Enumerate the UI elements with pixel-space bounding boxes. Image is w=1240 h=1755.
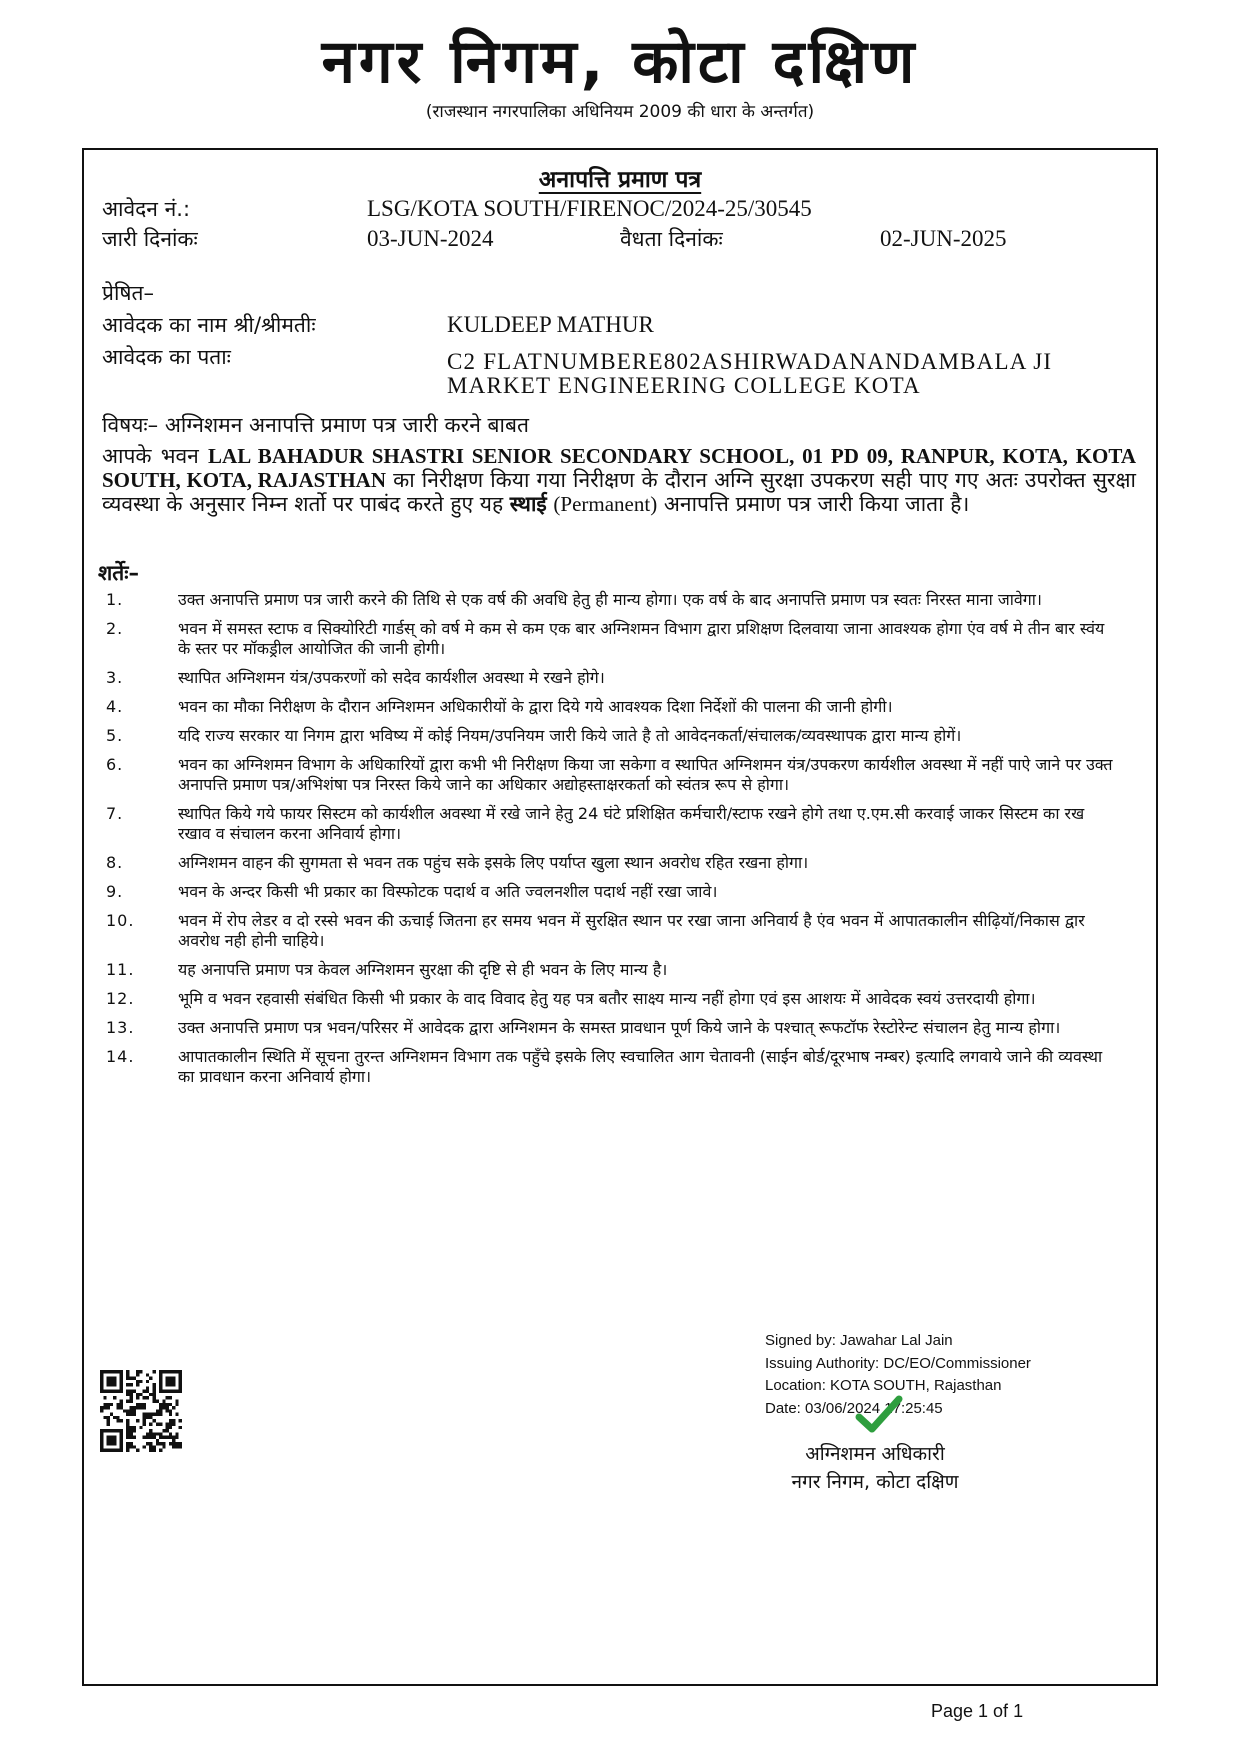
condition-number: 7. [106, 804, 124, 823]
issuing-authority: Issuing Authority: DC/EO/Commissioner [765, 1354, 1031, 1372]
officer-block [760, 1440, 990, 1496]
condition-text: अग्निशमन वाहन की सुगमता से भवन तक पहुंच सके इसके लिए पर्याप्त खुला स्थान अवरोध रहित रखना होगा। [178, 853, 809, 872]
condition-number: 2. [106, 619, 124, 638]
condition-text: यदि राज्य सरकार या निगम द्वारा भविष्य में कोई नियम/उपनियम जारी किये जाते है तो आवेदनकर्ता/संचालक/व्यवस्थापक द्वारा मान्य होगें। [178, 726, 962, 745]
condition-item [84, 1018, 1160, 1038]
body-paragraph [102, 444, 1136, 516]
applicant-address-label: आवेदक का पताः [102, 345, 231, 369]
condition-number: 10. [106, 911, 135, 930]
condition-item [84, 590, 1160, 610]
condition-number: 3. [106, 668, 124, 687]
condition-text: भवन में समस्त स्टाफ व सिक्योरिटी गार्डस् को वर्ष मे कम से कम एक बार अग्निशमन विभाग द्वारा प्रशिक्षण दिलवाया जाना आवश्यक होगा एंव वर्ष मे तीन बार स्वंय के स्तर पर मॉकड्रील आयोजित की जानी होगी। [178, 619, 1105, 658]
condition-text: आपातकालीन स्थिति में सूचना तुरन्त अग्निशमन विभाग तक पहुँचे इसके लिए स्वचालित आग चेतावनी (साईन बोर्ड/दूरभाष नम्बर) इत्यादि लगवाये जाने की व्यवस्था का प्रावधान करना अनिवार्य होगा। [178, 1047, 1103, 1086]
condition-text: उक्त अनापत्ति प्रमाण पत्र भवन/परिसर में आवेदक द्वारा अग्निशमन के समस्त प्रावधान पूर्ण किये जाने के पश्चात् रूफटॉफ रेस्टोरेन्ट संचालन हेतु मान्य होगा। [178, 1018, 1061, 1037]
condition-item [84, 697, 1160, 717]
sent-to-label: प्रेषित– [102, 281, 154, 305]
condition-number: 11. [106, 960, 135, 979]
condition-number: 5. [106, 726, 124, 745]
validity-date: 02-JUN-2025 [880, 226, 1007, 251]
body-permanent-hindi: स्थाई [509, 492, 547, 516]
signature-date: Date: 03/06/2024 17:25:45 [765, 1399, 943, 1417]
condition-item [84, 1047, 1160, 1087]
certificate-frame [82, 148, 1158, 1686]
condition-item [84, 804, 1160, 844]
document-title-wrap [84, 164, 1156, 196]
condition-text: भवन का अग्निशमन विभाग के अधिकारियों द्वारा कभी भी निरीक्षण किया जा सकेगा व स्थापित अग्निशमन यंत्र/उपकरण कार्यशील अवस्था में नहीं पाऐ जाने पर उक्त अनापत्ति प्रमाण पत्र/अभिशंषा पत्र निरस्त किये जाने का अधिकार अद्योहस्ताक्षरकर्ता को स्वंतत्र रूप से होगा। [178, 755, 1113, 794]
application-no-label: आवेदन नं.: [102, 197, 191, 221]
condition-item [84, 853, 1160, 873]
condition-item [84, 726, 1160, 746]
validity-date-label: वैधता दिनांकः [620, 227, 723, 251]
condition-item [84, 755, 1160, 795]
condition-item [84, 911, 1160, 951]
condition-text: भवन का मौका निरीक्षण के दौरान अग्निशमन अधिकारीयों के द्वारा दिये गये आवश्यक दिशा निर्देशों की पालना की जानी होगी। [178, 697, 893, 716]
condition-text: भवन में रोप लेडर व दो रस्से भवन की ऊचाई जितना हर समय भवन में सुरक्षित स्थान पर रखा जाना अनिवार्य है एंव भवन में आपातकालीन सीढ़ियॉ/निकास द्वार अवरोध नही होनी चाहिये। [178, 911, 1085, 950]
condition-number: 1. [106, 590, 124, 609]
issue-date: 03-JUN-2024 [367, 226, 494, 251]
building-address: LAL BAHADUR SHASTRI SENIOR SECONDARY SCHOOL, 01 PD 09, RANPUR, KOTA, KOTA SOUTH, KOTA, RAJASTHAN [102, 444, 1136, 492]
qr-code [100, 1370, 182, 1452]
condition-item [84, 960, 1160, 980]
signature-location: Location: KOTA SOUTH, Rajasthan [765, 1377, 1002, 1394]
body-prefix: आपके भवन [102, 444, 199, 468]
body-permanent-english: (Permanent) [553, 492, 658, 516]
condition-number: 9. [106, 882, 124, 901]
condition-number: 8. [106, 853, 124, 872]
applicant-address: C2 FLATNUMBERE802ASHIRWADANANDAMBALA JI MARKET ENGINEERING COLLEGE KOTA [447, 349, 1053, 398]
condition-text: उक्त अनापत्ति प्रमाण पत्र जारी करने की तिथि से एक वर्ष की अवधि हेतु ही मान्य होगा। एक वर्ष के बाद अनापत्ति प्रमाण पत्र स्वतः निरस्त माना जावेगा। [178, 590, 1042, 609]
body-suffix: अनापत्ति प्रमाण पत्र जारी किया जाता है। [663, 492, 970, 516]
condition-number: 13. [106, 1018, 135, 1037]
application-no: LSG/KOTA SOUTH/FIRENOC/2024-25/30545 [367, 196, 812, 221]
page-number: Page 1 of 1 [931, 1701, 1024, 1721]
header-title: नगर निगम, कोटा दक्षिण [321, 27, 919, 97]
condition-text: भवन के अन्दर किसी भी प्रकार का विस्फोटक पदार्थ व अति ज्वलनशील पदार्थ नहीं रखा जावे। [178, 882, 718, 901]
condition-item [84, 989, 1160, 1009]
condition-text: स्थापित किये गये फायर सिस्टम को कार्यशील अवस्था में रखे जाने हेतु 24 घंटे प्रशिक्षित कर्मचारी/स्टाफ रखने होगे तथा ए.एम.सी करवाई जाकर सिस्टम का रख रखाव व संचालन करना अनिवार्य होगा। [178, 804, 1085, 843]
condition-number: 6. [106, 755, 124, 774]
condition-text: यह अनापत्ति प्रमाण पत्र केवल अग्निशमन सुरक्षा की दृष्टि से ही भवन के लिए मान्य है। [178, 960, 668, 979]
applicant-name: KULDEEP MATHUR [447, 312, 654, 337]
header-subtitle: (राजस्थान नगरपालिका अधिनियम 2009 की धारा के अन्तर्गत) [425, 102, 815, 122]
verified-check-icon [855, 1395, 903, 1435]
conditions-list [84, 590, 1160, 1096]
condition-number: 12. [106, 989, 135, 1008]
body-middle: का निरीक्षण किया गया निरीक्षण के दौरान अग्नि सुरक्षा उपकरण सही पाए गए अतः उपरोक्त सुरक्षा व्यवस्था के अनुसार निम्न शर्तो पर पाबंद करते हुए यह [102, 468, 1136, 516]
officer-designation: अग्निशमन अधिकारी [805, 1443, 945, 1465]
officer-office: नगर निगम, कोटा दक्षिण [791, 1471, 959, 1493]
condition-text: भूमि व भवन रहवासी संबंधित किसी भी प्रकार के वाद विवाद हेतु यह पत्र बतौर साक्ष्य मान्य नहीं होगा एवं इस आशयः में आवेदक स्वयं उत्तरदायी होगा। [178, 989, 1036, 1008]
issue-date-label: जारी दिनांकः [102, 227, 198, 251]
condition-text: स्थापित अग्निशमन यंत्र/उपकरणों को सदेव कार्यशील अवस्था मे रखने होगे। [178, 668, 605, 687]
document-title: अनापत्ति प्रमाण पत्र [538, 167, 702, 193]
condition-item [84, 619, 1160, 659]
signed-by: Signed by: Jawahar Lal Jain [765, 1332, 953, 1349]
condition-number: 14. [106, 1047, 135, 1066]
applicant-name-label: आवेदक का नाम श्री/श्रीमतीः [102, 313, 316, 337]
condition-item [84, 668, 1160, 688]
condition-number: 4. [106, 697, 124, 716]
condition-item [84, 882, 1160, 902]
conditions-heading: शर्तेः– [98, 561, 139, 585]
subject: विषयः– अग्निशमन अनापत्ति प्रमाण पत्र जारी करने बाबत [102, 413, 529, 437]
